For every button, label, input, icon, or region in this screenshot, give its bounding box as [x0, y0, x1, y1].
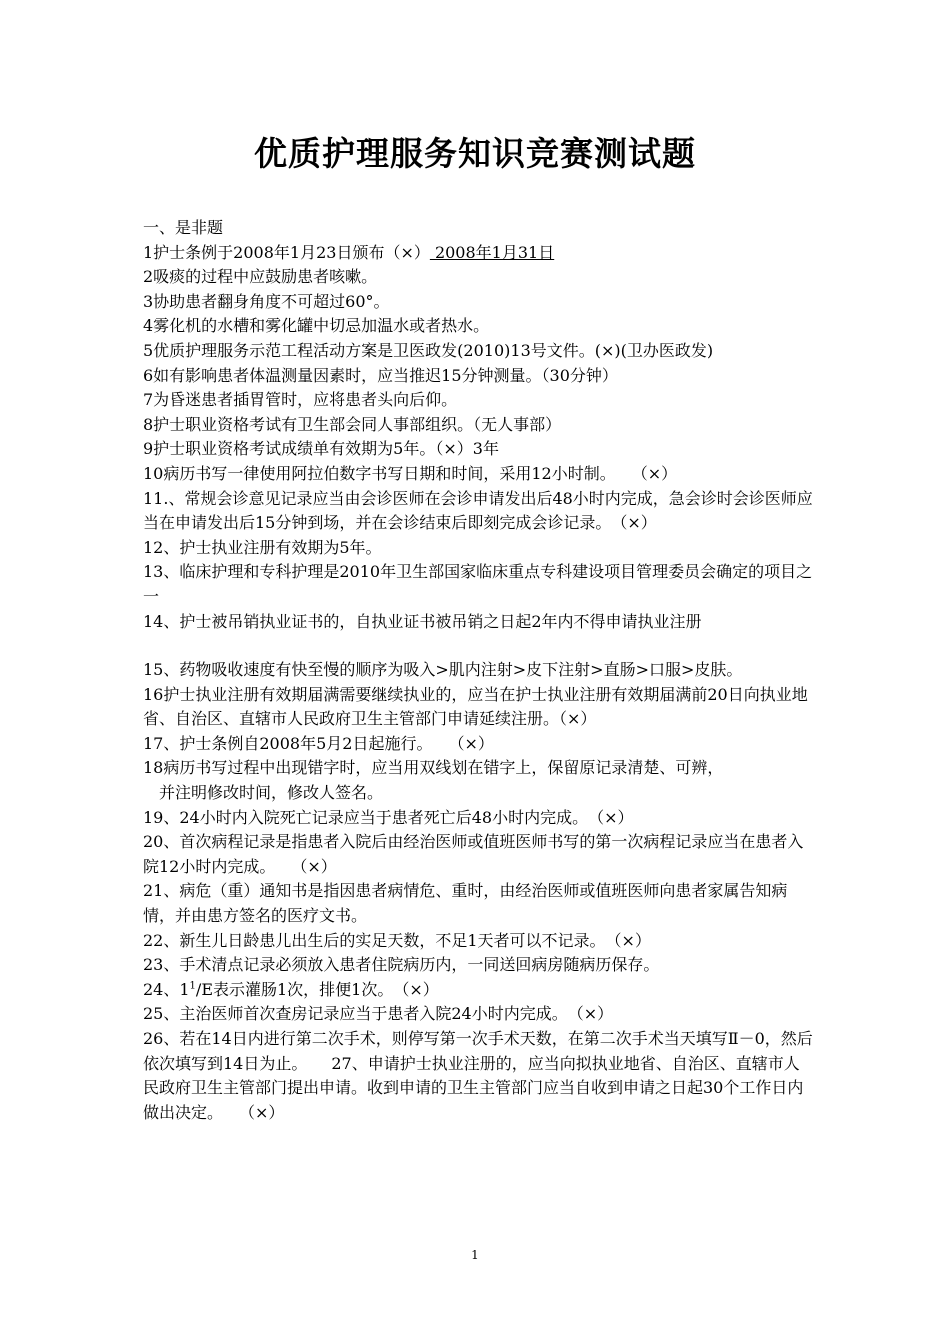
document-body [143, 216, 815, 1125]
document-title: 优质护理服务知识竞赛测试题 [254, 134, 696, 173]
question-7: 7为昏迷患者插胃管时，应将患者头向后仰。 [143, 390, 458, 410]
question-19: 19、24小时内入院死亡记录应当于患者死亡后48小时内完成。 （×） [143, 807, 634, 827]
question-17: 17、护士条例自2008年5月2日起施行。 （×） [143, 733, 494, 753]
question-11: 11.、常规会诊意见记录应当由会诊医师在会诊申请发出后48小时内完成，急会诊时会诊医师应当在申请发出后15分钟到场，并在会诊结束后即刻完成会诊记录。 （×） [143, 488, 813, 533]
question-26-27: 26、若在14日内进行第二次手术，则停写第一次手术天数，在第二次手术当天填写Ⅱ－0，然后依次填写到14日为止。 27、申请护士执业注册的，应当向拟执业地省、自治区、直辖市人民政府卫生主管部门提出申请。收到申请的卫生主管部门应当自收到申请之日起30个工作日内做出决定。 （×） [143, 1029, 813, 1122]
question-21: 21、病危（重）通知书是指因患者病情危、重时，由经治医师或值班医师向患者家属告知病情，并由患方签名的医疗文书。 [143, 881, 788, 926]
question-24-superscript: 1 [189, 980, 196, 992]
question-2: 2吸痰的过程中应鼓励患者咳嗽。 [143, 267, 378, 287]
question-18: 18病历书写过程中出现错字时，应当用双线划在错字上，保留原记录清楚、可辨， [143, 758, 724, 778]
section-heading: 一、是非题 [143, 218, 224, 237]
question-20: 20、首次病程记录是指患者入院后由经治医师或值班医师书写的第一次病程记录应当在患者入院12小时内完成。 （×） [143, 832, 804, 876]
question-25: 25、主治医师首次查房记录应当于患者入院24小时内完成。 （×） [143, 1004, 614, 1024]
question-24-rest: /E表示灌肠1次，排便1次。 （×） [195, 979, 439, 999]
question-1-text: 1护士条例于2008年1月23日颁布（×） [143, 242, 430, 262]
question-15: 15、药物吸收速度有快至慢的顺序为吸入>肌内注射>皮下注射>直肠>口服>皮肤。 [143, 660, 743, 680]
question-10: 10病历书写一律使用阿拉伯数字书写日期和时间，采用12小时制。 （×） [143, 463, 678, 483]
question-5: 5优质护理服务示范工程活动方案是卫医政发(2010)13号文件。(×)(卫办医政发) [143, 340, 714, 360]
question-23: 23、手术清点记录必须放入患者住院病历内，一同送回病房随病历保存。 [143, 955, 660, 975]
question-1 [143, 241, 815, 266]
question-12: 12、护士执业注册有效期为5年。 [143, 537, 382, 557]
page-number: 1 [471, 1248, 479, 1262]
question-8: 8护士职业资格考试有卫生部会同人事部组织。（无人事部） [143, 414, 562, 434]
blank-line [143, 634, 815, 658]
question-13: 13、临床护理和专科护理是2010年卫生部国家临床重点专科建设项目管理委员会确定的项目之一 [143, 562, 813, 606]
question-9: 9护士职业资格考试成绩单有效期为5年。（×）3年 [143, 439, 499, 459]
question-6: 6如有影响患者体温测量因素时，应当推迟15分钟测量。（30分钟） [143, 365, 618, 385]
question-24-text: 24、1 [143, 979, 190, 999]
question-16: 16护士执业注册有效期届满需要继续执业的，应当在护士执业注册有效期届满前20日向执业地省、自治区、直辖市人民政府卫生主管部门申请延续注册。（×） [143, 684, 808, 729]
question-24 [143, 978, 815, 1003]
question-18-continued: 并注明修改时间，修改人签名。 [159, 783, 384, 803]
question-14: 14、护士被吊销执业证书的，自执业证书被吊销之日起2年内不得申请执业注册 [143, 611, 702, 631]
question-4: 4雾化机的水槽和雾化罐中切忌加温水或者热水。 [143, 316, 490, 336]
question-22: 22、新生儿日龄患儿出生后的实足天数，不足1天者可以不记录。 （×） [143, 930, 651, 950]
question-1-answer: 2008年1月31日 [429, 242, 555, 262]
question-3: 3协助患者翻身角度不可超过60°。 [143, 291, 390, 311]
